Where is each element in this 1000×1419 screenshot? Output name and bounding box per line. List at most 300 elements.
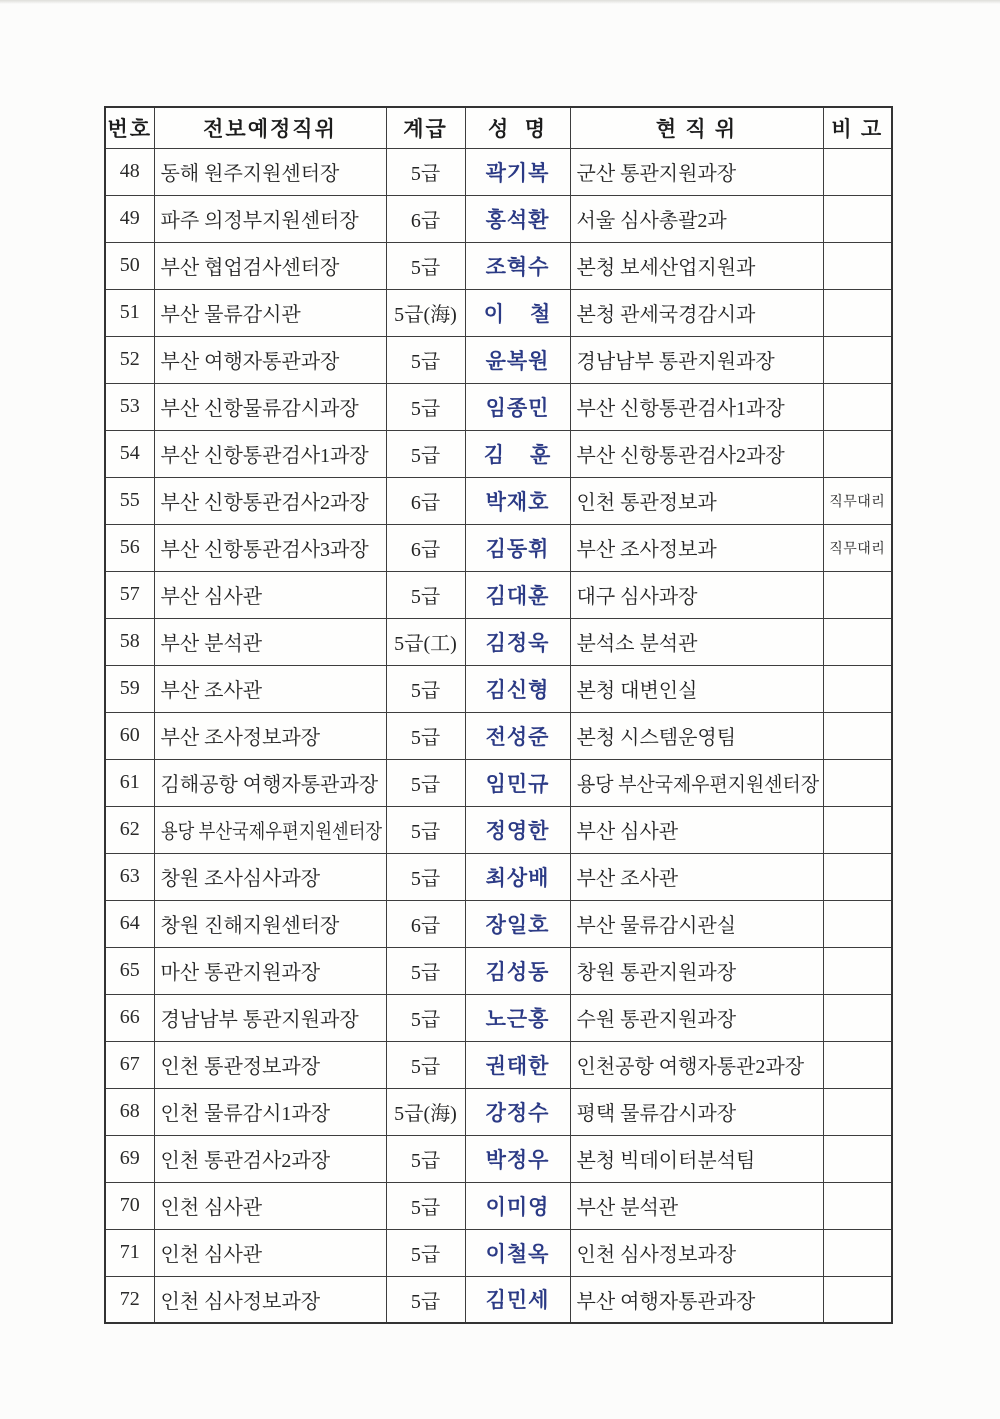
person-name: 이 철 bbox=[483, 301, 552, 326]
table-row bbox=[105, 1041, 892, 1088]
person-name: 임민규 bbox=[485, 771, 550, 796]
rank-cell bbox=[386, 148, 465, 195]
table-row bbox=[105, 242, 892, 289]
rank-cell bbox=[386, 1135, 465, 1182]
table-row bbox=[105, 806, 892, 853]
row-number-cell bbox=[105, 618, 154, 665]
current-position: 서울 심사총괄2과 bbox=[576, 210, 727, 232]
column-header-current-position: 현 직 위 bbox=[570, 107, 823, 148]
table-row bbox=[105, 994, 892, 1041]
current-position: 부산 여행자통관과장 bbox=[576, 1290, 756, 1313]
row-number-cell bbox=[105, 900, 154, 947]
rank-cell bbox=[386, 430, 465, 477]
row-number: 52 bbox=[119, 348, 140, 371]
table-row bbox=[105, 148, 892, 195]
column-header-name: 성 명 bbox=[465, 107, 570, 148]
row-number: 57 bbox=[119, 583, 140, 606]
new-position-cell bbox=[154, 336, 386, 383]
new-position-cell bbox=[154, 1088, 386, 1135]
person-name-cell bbox=[465, 383, 570, 430]
row-number: 63 bbox=[119, 865, 140, 888]
row-number: 66 bbox=[119, 1006, 140, 1029]
personnel-transfer-table bbox=[104, 106, 893, 1324]
rank: 5급 bbox=[410, 774, 441, 796]
person-name: 김동휘 bbox=[485, 536, 550, 561]
row-number-cell bbox=[105, 289, 154, 336]
row-number-cell bbox=[105, 242, 154, 289]
current-position-cell bbox=[570, 618, 823, 665]
rank: 5급 bbox=[410, 163, 441, 185]
current-position: 본청 대변인실 bbox=[576, 680, 698, 702]
table-row bbox=[105, 571, 892, 618]
person-name-cell bbox=[465, 665, 570, 712]
current-position-cell bbox=[570, 1182, 823, 1229]
row-number-cell bbox=[105, 148, 154, 195]
current-position: 인천 통관정보과 bbox=[576, 492, 717, 514]
rank-cell bbox=[386, 665, 465, 712]
row-number-cell bbox=[105, 665, 154, 712]
rank-cell bbox=[386, 994, 465, 1041]
new-position: 부산 물류감시관 bbox=[160, 304, 301, 326]
new-position-cell bbox=[154, 806, 386, 853]
row-number: 68 bbox=[119, 1100, 140, 1123]
current-position-cell bbox=[570, 759, 823, 806]
note-cell bbox=[823, 947, 892, 994]
person-name: 전성준 bbox=[485, 724, 550, 749]
new-position-cell bbox=[154, 477, 386, 524]
row-number: 54 bbox=[119, 442, 140, 465]
row-number-cell bbox=[105, 712, 154, 759]
column-header-new-position: 전보예정직위 bbox=[154, 107, 386, 148]
person-name-cell bbox=[465, 148, 570, 195]
note-cell bbox=[823, 289, 892, 336]
row-number: 69 bbox=[119, 1147, 140, 1170]
current-position-cell bbox=[570, 148, 823, 195]
rank: 5급 bbox=[410, 445, 441, 467]
current-position: 수원 통관지원과장 bbox=[576, 1009, 737, 1031]
note-cell bbox=[823, 383, 892, 430]
note-cell bbox=[823, 1276, 892, 1323]
new-position-cell bbox=[154, 947, 386, 994]
new-position: 김해공항 여행자통관과장 bbox=[160, 774, 379, 796]
new-position-cell bbox=[154, 759, 386, 806]
person-name-cell bbox=[465, 477, 570, 524]
row-number: 51 bbox=[119, 301, 140, 324]
scan-edge-artifact bbox=[0, 0, 1000, 4]
column-header-rank: 계급 bbox=[386, 107, 465, 148]
note-cell bbox=[823, 1182, 892, 1229]
current-position-cell bbox=[570, 806, 823, 853]
current-position-cell bbox=[570, 524, 823, 571]
table-row bbox=[105, 524, 892, 571]
note-cell bbox=[823, 1041, 892, 1088]
row-number: 71 bbox=[119, 1241, 140, 1264]
rank-cell bbox=[386, 477, 465, 524]
person-name: 홍석환 bbox=[485, 207, 550, 232]
note-cell bbox=[823, 665, 892, 712]
rank: 6급 bbox=[410, 539, 441, 561]
person-name-cell bbox=[465, 336, 570, 383]
person-name-cell bbox=[465, 806, 570, 853]
rank-cell bbox=[386, 1182, 465, 1229]
current-position-cell bbox=[570, 336, 823, 383]
rank-cell bbox=[386, 524, 465, 571]
rank: 5급(海) bbox=[394, 1103, 457, 1125]
table-row bbox=[105, 853, 892, 900]
table-row bbox=[105, 947, 892, 994]
new-position: 경남남부 통관지원과장 bbox=[160, 1009, 359, 1031]
new-position: 부산 심사관 bbox=[160, 586, 263, 608]
person-name: 조혁수 bbox=[485, 254, 550, 279]
new-position-cell bbox=[154, 430, 386, 477]
note-cell bbox=[823, 148, 892, 195]
note-cell bbox=[823, 242, 892, 289]
person-name: 박재호 bbox=[485, 489, 550, 514]
row-number-cell bbox=[105, 1041, 154, 1088]
row-number: 62 bbox=[119, 818, 140, 841]
person-name: 권태한 bbox=[485, 1053, 550, 1078]
row-number-cell bbox=[105, 1182, 154, 1229]
person-name-cell bbox=[465, 759, 570, 806]
current-position: 용당 부산국제우편지원센터장 bbox=[576, 774, 819, 796]
new-position-cell bbox=[154, 1229, 386, 1276]
person-name-cell bbox=[465, 430, 570, 477]
new-position-cell bbox=[154, 195, 386, 242]
note: 직무대리 bbox=[829, 494, 886, 510]
row-number: 50 bbox=[119, 254, 140, 277]
current-position: 부산 조사정보과 bbox=[576, 539, 717, 561]
current-position-cell bbox=[570, 571, 823, 618]
rank: 5급 bbox=[410, 821, 441, 843]
new-position-cell bbox=[154, 383, 386, 430]
row-number-cell bbox=[105, 1276, 154, 1323]
row-number-cell bbox=[105, 336, 154, 383]
rank-cell bbox=[386, 618, 465, 665]
note-cell bbox=[823, 712, 892, 759]
row-number: 55 bbox=[119, 489, 140, 512]
note-cell bbox=[823, 524, 892, 571]
person-name: 김신형 bbox=[485, 677, 550, 702]
row-number-cell bbox=[105, 1229, 154, 1276]
new-position: 인천 심사정보과장 bbox=[160, 1290, 321, 1313]
person-name: 이미영 bbox=[485, 1194, 550, 1219]
rank: 6급 bbox=[410, 210, 441, 232]
new-position: 부산 신항통관검사3과장 bbox=[160, 539, 369, 561]
rank-cell bbox=[386, 759, 465, 806]
row-number-cell bbox=[105, 477, 154, 524]
rank: 5급 bbox=[410, 1009, 441, 1031]
rank: 5급 bbox=[410, 257, 441, 279]
new-position: 인천 통관정보과장 bbox=[160, 1056, 321, 1078]
rank: 6급 bbox=[410, 915, 441, 937]
person-name-cell bbox=[465, 712, 570, 759]
rank: 5급 bbox=[410, 1056, 441, 1078]
person-name: 김민세 bbox=[485, 1288, 550, 1313]
row-number: 61 bbox=[119, 771, 140, 794]
current-position-cell bbox=[570, 1041, 823, 1088]
new-position-cell bbox=[154, 853, 386, 900]
rank-cell bbox=[386, 571, 465, 618]
new-position: 마산 통관지원과장 bbox=[160, 962, 321, 984]
current-position: 부산 조사관 bbox=[576, 868, 679, 890]
new-position: 부산 분석관 bbox=[160, 633, 263, 655]
current-position-cell bbox=[570, 383, 823, 430]
row-number: 53 bbox=[119, 395, 140, 418]
current-position-cell bbox=[570, 947, 823, 994]
rank-cell bbox=[386, 1229, 465, 1276]
row-number-cell bbox=[105, 1135, 154, 1182]
new-position-cell bbox=[154, 900, 386, 947]
person-name-cell bbox=[465, 900, 570, 947]
person-name-cell bbox=[465, 242, 570, 289]
person-name-cell bbox=[465, 571, 570, 618]
new-position-cell bbox=[154, 148, 386, 195]
row-number-cell bbox=[105, 947, 154, 994]
row-number-cell bbox=[105, 853, 154, 900]
row-number: 48 bbox=[119, 160, 140, 183]
rank: 6급 bbox=[410, 492, 441, 514]
table-row bbox=[105, 1229, 892, 1276]
column-header-note: 비 고 bbox=[823, 107, 892, 148]
person-name: 최상배 bbox=[485, 865, 550, 890]
table-row bbox=[105, 1276, 892, 1323]
person-name-cell bbox=[465, 994, 570, 1041]
new-position: 인천 심사관 bbox=[160, 1244, 263, 1266]
rank-cell bbox=[386, 1041, 465, 1088]
person-name-cell bbox=[465, 524, 570, 571]
rank-cell bbox=[386, 1276, 465, 1323]
note-cell bbox=[823, 900, 892, 947]
row-number: 56 bbox=[119, 536, 140, 559]
current-position: 인천공항 여행자통관2과장 bbox=[576, 1056, 805, 1078]
person-name: 김대훈 bbox=[485, 583, 550, 608]
new-position-cell bbox=[154, 618, 386, 665]
person-name: 정영한 bbox=[485, 818, 550, 843]
table-row bbox=[105, 336, 892, 383]
current-position: 군산 통관지원과장 bbox=[576, 163, 737, 185]
person-name-cell bbox=[465, 1229, 570, 1276]
person-name: 장일호 bbox=[485, 912, 550, 937]
person-name: 김성동 bbox=[485, 959, 550, 984]
note-cell bbox=[823, 430, 892, 477]
row-number: 60 bbox=[119, 724, 140, 747]
rank-cell bbox=[386, 853, 465, 900]
new-position: 부산 신항통관검사2과장 bbox=[160, 492, 369, 514]
rank: 5급 bbox=[410, 868, 441, 890]
current-position-cell bbox=[570, 1276, 823, 1323]
rank: 5급 bbox=[410, 680, 441, 702]
new-position: 용당 부산국제우편지원센터장 bbox=[160, 821, 382, 843]
row-number-cell bbox=[105, 430, 154, 477]
current-position-cell bbox=[570, 477, 823, 524]
row-number-cell bbox=[105, 994, 154, 1041]
person-name-cell bbox=[465, 618, 570, 665]
row-number-cell bbox=[105, 524, 154, 571]
rank: 5급 bbox=[410, 586, 441, 608]
new-position-cell bbox=[154, 571, 386, 618]
current-position: 부산 심사관 bbox=[576, 821, 679, 843]
new-position: 부산 조사정보과장 bbox=[160, 727, 321, 749]
new-position: 인천 심사관 bbox=[160, 1197, 263, 1219]
note-cell bbox=[823, 853, 892, 900]
new-position-cell bbox=[154, 1135, 386, 1182]
person-name-cell bbox=[465, 289, 570, 336]
row-number-cell bbox=[105, 1088, 154, 1135]
rank: 5급 bbox=[410, 962, 441, 984]
person-name: 이철옥 bbox=[485, 1241, 550, 1266]
new-position-cell bbox=[154, 712, 386, 759]
person-name-cell bbox=[465, 1041, 570, 1088]
table-row bbox=[105, 1135, 892, 1182]
person-name-cell bbox=[465, 1135, 570, 1182]
new-position: 부산 신항물류감시과장 bbox=[160, 398, 359, 420]
rank-cell bbox=[386, 712, 465, 759]
current-position-cell bbox=[570, 1135, 823, 1182]
person-name-cell bbox=[465, 1088, 570, 1135]
person-name-cell bbox=[465, 1276, 570, 1323]
current-position: 본청 보세산업지원과 bbox=[576, 257, 756, 279]
new-position: 부산 조사관 bbox=[160, 680, 263, 702]
new-position-cell bbox=[154, 242, 386, 289]
rank: 5급 bbox=[410, 1150, 441, 1172]
new-position: 부산 여행자통관과장 bbox=[160, 351, 340, 373]
rank: 5급(工) bbox=[394, 633, 457, 655]
table-row bbox=[105, 618, 892, 665]
note-cell bbox=[823, 1135, 892, 1182]
rank-cell bbox=[386, 195, 465, 242]
row-number-cell bbox=[105, 571, 154, 618]
row-number: 65 bbox=[119, 959, 140, 982]
current-position: 인천 심사정보과장 bbox=[576, 1244, 737, 1266]
table-row bbox=[105, 900, 892, 947]
current-position: 부산 물류감시관실 bbox=[576, 915, 737, 937]
new-position: 인천 통관검사2과장 bbox=[160, 1150, 331, 1172]
current-position: 부산 신항통관검사2과장 bbox=[576, 445, 785, 467]
rank: 5급 bbox=[410, 1290, 441, 1313]
note-cell bbox=[823, 571, 892, 618]
current-position-cell bbox=[570, 195, 823, 242]
table-row bbox=[105, 712, 892, 759]
table-row bbox=[105, 289, 892, 336]
current-position: 평택 물류감시과장 bbox=[576, 1103, 737, 1125]
current-position: 대구 심사과장 bbox=[576, 586, 698, 608]
new-position: 창원 조사심사과장 bbox=[160, 868, 321, 890]
row-number: 49 bbox=[119, 207, 140, 230]
note-cell bbox=[823, 1088, 892, 1135]
current-position-cell bbox=[570, 430, 823, 477]
note-cell bbox=[823, 1229, 892, 1276]
new-position: 파주 의정부지원센터장 bbox=[160, 210, 359, 232]
person-name: 임종민 bbox=[485, 395, 550, 420]
new-position: 인천 물류감시1과장 bbox=[160, 1103, 331, 1125]
table-row bbox=[105, 1182, 892, 1229]
rank: 5급 bbox=[410, 398, 441, 420]
current-position: 창원 통관지원과장 bbox=[576, 962, 737, 984]
table-row bbox=[105, 665, 892, 712]
rank-cell bbox=[386, 900, 465, 947]
rank-cell bbox=[386, 336, 465, 383]
current-position-cell bbox=[570, 242, 823, 289]
current-position-cell bbox=[570, 665, 823, 712]
row-number-cell bbox=[105, 195, 154, 242]
table-header-row bbox=[105, 107, 892, 148]
current-position-cell bbox=[570, 994, 823, 1041]
rank-cell bbox=[386, 1088, 465, 1135]
rank-cell bbox=[386, 242, 465, 289]
table-row bbox=[105, 383, 892, 430]
column-header-number: 번호 bbox=[105, 107, 154, 148]
rank-cell bbox=[386, 383, 465, 430]
table-row bbox=[105, 759, 892, 806]
new-position: 창원 진해지원센터장 bbox=[160, 915, 340, 937]
current-position-cell bbox=[570, 1229, 823, 1276]
person-name: 박정우 bbox=[485, 1147, 550, 1172]
current-position: 본청 빅데이터분석팀 bbox=[576, 1150, 756, 1172]
note-cell bbox=[823, 477, 892, 524]
person-name: 강정수 bbox=[485, 1100, 550, 1125]
current-position: 본청 관세국경감시과 bbox=[576, 304, 756, 326]
new-position-cell bbox=[154, 994, 386, 1041]
row-number: 59 bbox=[119, 677, 140, 700]
current-position: 본청 시스템운영팀 bbox=[576, 727, 737, 749]
note-cell bbox=[823, 994, 892, 1041]
rank: 5급 bbox=[410, 727, 441, 749]
person-name-cell bbox=[465, 195, 570, 242]
current-position-cell bbox=[570, 289, 823, 336]
row-number: 64 bbox=[119, 912, 140, 935]
rank-cell bbox=[386, 947, 465, 994]
row-number: 58 bbox=[119, 630, 140, 653]
new-position-cell bbox=[154, 665, 386, 712]
person-name-cell bbox=[465, 1182, 570, 1229]
rank: 5급(海) bbox=[394, 304, 457, 326]
rank-cell bbox=[386, 806, 465, 853]
current-position: 경남남부 통관지원과장 bbox=[576, 351, 775, 373]
row-number: 72 bbox=[119, 1288, 140, 1311]
table-row bbox=[105, 1088, 892, 1135]
current-position: 부산 분석관 bbox=[576, 1197, 679, 1219]
new-position: 부산 협업검사센터장 bbox=[160, 257, 340, 279]
current-position-cell bbox=[570, 853, 823, 900]
new-position-cell bbox=[154, 289, 386, 336]
current-position: 부산 신항통관검사1과장 bbox=[576, 398, 785, 420]
new-position-cell bbox=[154, 524, 386, 571]
new-position-cell bbox=[154, 1182, 386, 1229]
new-position: 동해 원주지원센터장 bbox=[160, 163, 340, 185]
new-position-cell bbox=[154, 1041, 386, 1088]
new-position-cell bbox=[154, 1276, 386, 1323]
note-cell bbox=[823, 336, 892, 383]
rank: 5급 bbox=[410, 1244, 441, 1266]
rank: 5급 bbox=[410, 351, 441, 373]
person-name: 김 훈 bbox=[483, 442, 552, 467]
row-number-cell bbox=[105, 806, 154, 853]
table-row bbox=[105, 430, 892, 477]
row-number-cell bbox=[105, 759, 154, 806]
current-position-cell bbox=[570, 712, 823, 759]
note-cell bbox=[823, 195, 892, 242]
rank-cell bbox=[386, 289, 465, 336]
rank: 5급 bbox=[410, 1197, 441, 1219]
note: 직무대리 bbox=[829, 541, 886, 557]
person-name: 김정욱 bbox=[485, 630, 550, 655]
current-position-cell bbox=[570, 900, 823, 947]
new-position: 부산 신항통관검사1과장 bbox=[160, 445, 369, 467]
row-number: 70 bbox=[119, 1194, 140, 1217]
person-name: 곽기복 bbox=[485, 160, 550, 185]
row-number: 67 bbox=[119, 1053, 140, 1076]
note-cell bbox=[823, 759, 892, 806]
